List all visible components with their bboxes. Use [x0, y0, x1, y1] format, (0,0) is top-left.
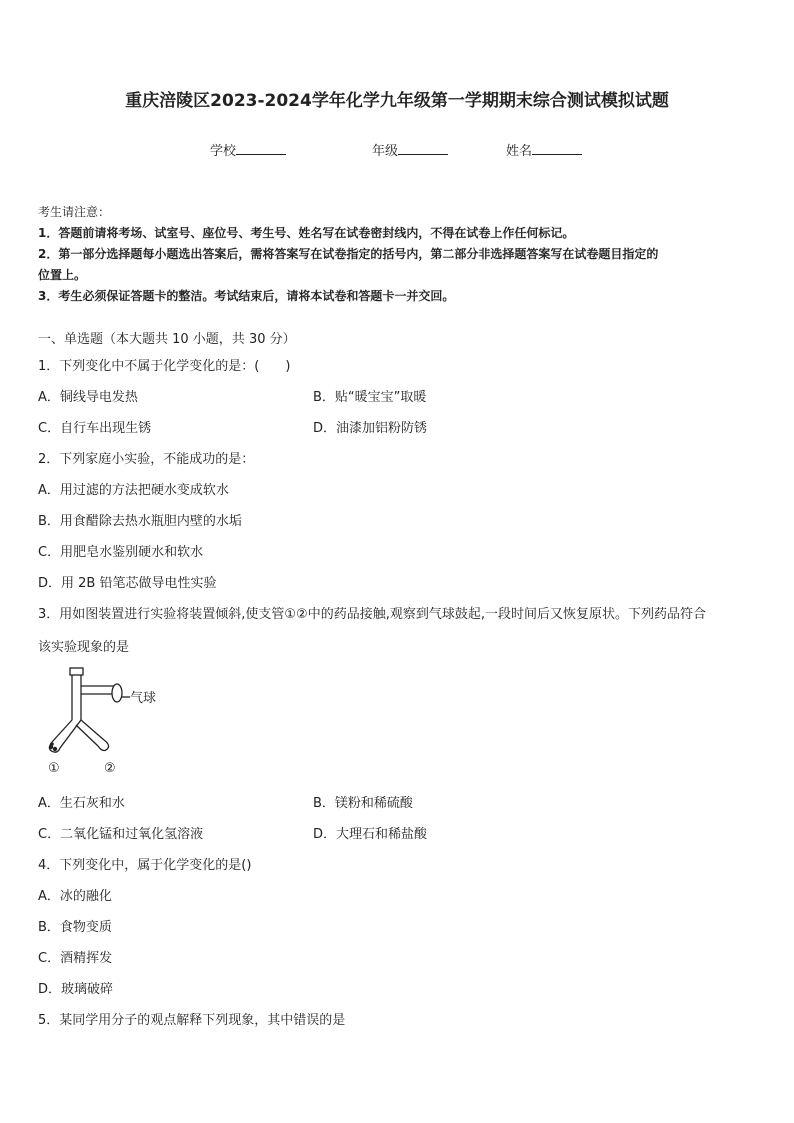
left-branch-outer: [52, 720, 72, 742]
tube-1-label: ①: [48, 761, 60, 776]
section-heading: 一、单选题（本大题共 10 小题，共 30 分）: [38, 332, 296, 347]
q2-option-d: D．用 2B 铅笔芯做导电性实验: [38, 576, 217, 591]
question-3-stem-line1: 3．用如图装置进行实验将装置倾斜,使支管①②中的药品接触,观察到气球鼓起,一段时间后又恢复原状。下列药品符合: [38, 607, 706, 622]
notice-item: 3．考生必须保证答题卡的整洁。考试结束后，请将本试卷和答题卡一并交回。: [38, 289, 455, 303]
question-2-stem: 2．下列家庭小实验，不能成功的是：: [38, 452, 255, 467]
q3-option-c: C．二氧化锰和过氧化氢溶液: [38, 827, 204, 842]
tube-2-label: ②: [104, 761, 116, 776]
school-blank: [236, 142, 286, 155]
q3-option-d: D．大理石和稀盐酸: [313, 827, 428, 842]
q4-option-b: B．食物变质: [38, 920, 112, 935]
student-info-row: [0, 140, 794, 160]
right-branch-inner: [76, 725, 98, 746]
y-tube-diagram: [38, 666, 178, 778]
stopper-shape: [70, 668, 83, 675]
q3-option-b: B．镁粉和稀硫酸: [313, 796, 413, 811]
balloon-label: 气球: [130, 691, 157, 706]
name-blank: [532, 142, 582, 155]
q4-option-a: A．冰的融化: [38, 889, 112, 904]
q1-option-c: C．自行车出现生锈: [38, 421, 152, 436]
notice-heading: 考生请注意：: [38, 205, 111, 219]
exam-title: 重庆涪陵区2023-2024学年化学九年级第一学期期末综合测试模拟试题: [125, 91, 669, 111]
balloon-shape: [112, 684, 122, 702]
school-label: 学校: [210, 144, 237, 159]
grade-blank: [398, 142, 448, 155]
question-5-stem: 5．某同学用分子的观点解释下列现象，其中错误的是: [38, 1013, 346, 1028]
right-branch-end: [98, 740, 109, 751]
notice-item: 1．答题前请将考场、试室号、座位号、考生号、姓名写在试卷密封线内，不得在试卷上作任何标记。: [38, 226, 575, 240]
question-1-stem: 1．下列变化中不属于化学变化的是：( ): [38, 359, 291, 374]
question-3-stem-line2: 该实验现象的是: [38, 640, 130, 655]
q3-option-a: A．生石灰和水: [38, 796, 125, 811]
q4-option-c: C．酒精挥发: [38, 951, 113, 966]
left-branch-inner: [60, 720, 81, 748]
q2-option-b: B．用食醋除去热水瓶胆内壁的水垢: [38, 514, 242, 529]
name-field: [506, 140, 582, 159]
q4-option-d: D．玻璃破碎: [38, 982, 114, 997]
q1-option-d: D．油漆加铝粉防锈: [313, 421, 428, 436]
school-field: [210, 140, 286, 159]
right-branch-outer: [81, 720, 104, 740]
q2-option-c: C．用肥皂水鉴别硬水和软水: [38, 545, 204, 560]
q1-option-b: B．贴“暖宝宝”取暖: [313, 390, 427, 405]
notice-item: 2．第一部分选择题每小题选出答案后，需将答案写在试卷指定的括号内，第二部分非选择题答案写在试卷题目指定的: [38, 247, 659, 261]
question-4-stem: 4．下列变化中，属于化学变化的是(): [38, 858, 252, 873]
notice-item: 位置上。: [38, 268, 87, 282]
grade-label: 年级: [372, 144, 399, 159]
q2-option-a: A．用过滤的方法把硬水变成软水: [38, 483, 229, 498]
grade-field: [372, 140, 448, 159]
y-tube-apparatus-figure: [38, 666, 178, 778]
q1-option-a: A．铜线导电发热: [38, 390, 138, 405]
name-label: 姓名: [506, 144, 533, 159]
